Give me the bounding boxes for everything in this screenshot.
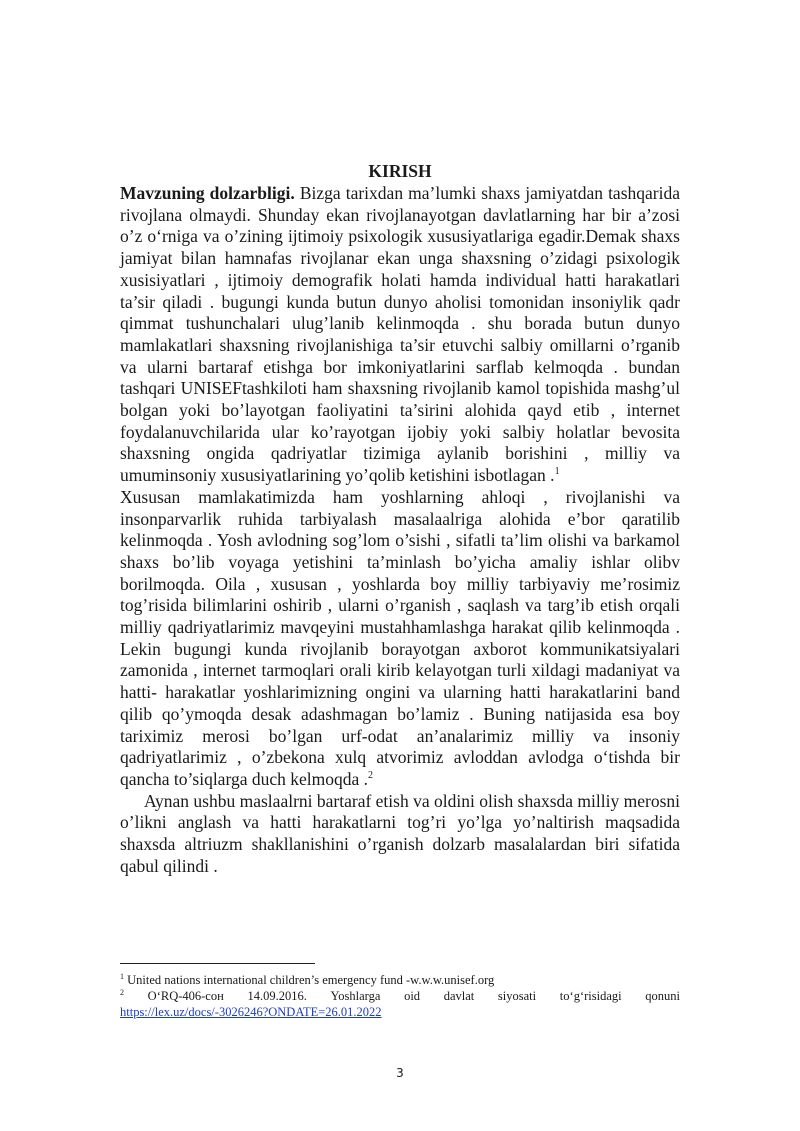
footnote-1 [120,972,680,988]
footnote-reference[interactable]: 1 [554,466,560,478]
footnote-marker: 1 [120,971,124,981]
page-title: KIRISH [368,161,432,181]
footnotes-section [120,963,680,1020]
paragraph-text: Bizga tarixdan ma’lumki shaxs jamiyatdan tashqarida rivojlana olmaydi. Shunday ekan rivojlanayotgan davlatlarning har bir a’zosi o’z o‘rniga va o’zining ijtimoiy psixologik xususiyatlariga egadir.Demak shaxs jamiyat bilan hamnafas rivojlanar ekan unga shaxsning o’zidagi psixologik xusisiyatlari , ijtimoiy demografik holati hamda individual hatti harakatlari ta’sir qiladi . bugungi kunda butun dunyo aholisi tomonidan insoniylik qadr qimmat tushunchalari ulug’lanib kelinmoqda . shu borada butun dunyo mamlakatlari shaxsning rivojlanishiga ta’sir etuvchi salbiy omillarni o’rganib va ularni bartaraf etishga bor imkoniyatlarini sarflab kelmoqda . bundan tashqari UNISEFtashkiloti ham shaxsning rivojlanib kamol topishida mashg’ul bolgan yoki bo’layotgan faoliyatini ta’sirini alohida qayd etib , internet foydalanuvchilarida ular ko’rayotgan ijobiy yoki salbiy holatlar bevosita shaxsning ongida qadriyatlar tizimiga aylanib borishini , milliy va umuminsoniy xususiyatlarining yo’qolib ketishini isbotlagan . [120,183,680,486]
paragraph-youth [120,487,680,791]
footnote-text: O‘RQ-406-сон 14.09.2016. Yoshlarga oid davlat siyosati to‘g‘risidagi qonuni [124,989,680,1003]
paragraph-text: Xususan mamlakatimizda ham yoshlarning ahloqi , rivojlanishi va insonparvarlik ruhida tarbiyalash masalaalriga alohida e’bor qaratilib kelinmoqda . Yosh avlodning sog’lom o’sishi , sifatli ta’lim olishi va barkamol shaxs bo’lib voyaga yetishini ta’minlash bo’yicha amaliy ishlar olibv borilmoqda. Oila , xususan , yoshlarda boy milliy tarbiyaviy me’rosimiz tog’risida bilimlarini oshirib , ularni o’rganish , saqlash va targ’ib etish orqali milliy qadriyatlarimiz mavqeyini mustahhamlashga harakat qilib kelinmoqda . Lekin bugungi kunda rivojlanib borayotgan axborot kommunikatsiyalari zamonida , internet tarmoqlari orali kirib kelayotgan turli xildagi madaniyat va hatti- harakatlar yoshlarimizning ongini va ularning hatti harakatlarini band qilib qo’ymoqda desak adashmagan bo’lamiz . Buning natijasida esa boy tariximiz merosi bo’lgan urf-odat an’analarimiz milliy va insoniy qadriyatlarimiz , o’zbekona xulq atvorimiz avloddan avlodga o‘tishda bir qancha to’siqlarga duch kelmoqda . [120,486,680,789]
footnote-line [120,988,680,1004]
footnote-2 [120,988,680,1020]
footnote-link[interactable]: https://lex.uz/docs/-3026246?ONDATE=26.01.2022 [120,1005,382,1019]
paragraph-purpose [120,791,680,878]
footnote-text: United nations international children’s emergency fund -w.w.w.unisef.org [124,973,495,987]
footnote-separator [120,963,315,964]
section-lead: Mavzuning dolzarbligi. [120,183,295,203]
paragraph-text: Aynan ushbu maslaalrni bartaraf etish va oldini olish shaxsda milliy merosni o’likni anglash va hatti harakatlarni tog’ri yo’lga yo’naltirish maqsadida shaxsda altriuzm shakllanishini o’rganish dolzarb masalalardan biri sifatida qabul qilindi . [120,790,680,876]
paragraph-relevance [120,183,680,487]
page-number: 3 [396,1066,404,1080]
document-body [120,160,680,878]
footnote-marker: 2 [120,987,124,997]
footnote-reference[interactable]: 2 [368,770,374,782]
